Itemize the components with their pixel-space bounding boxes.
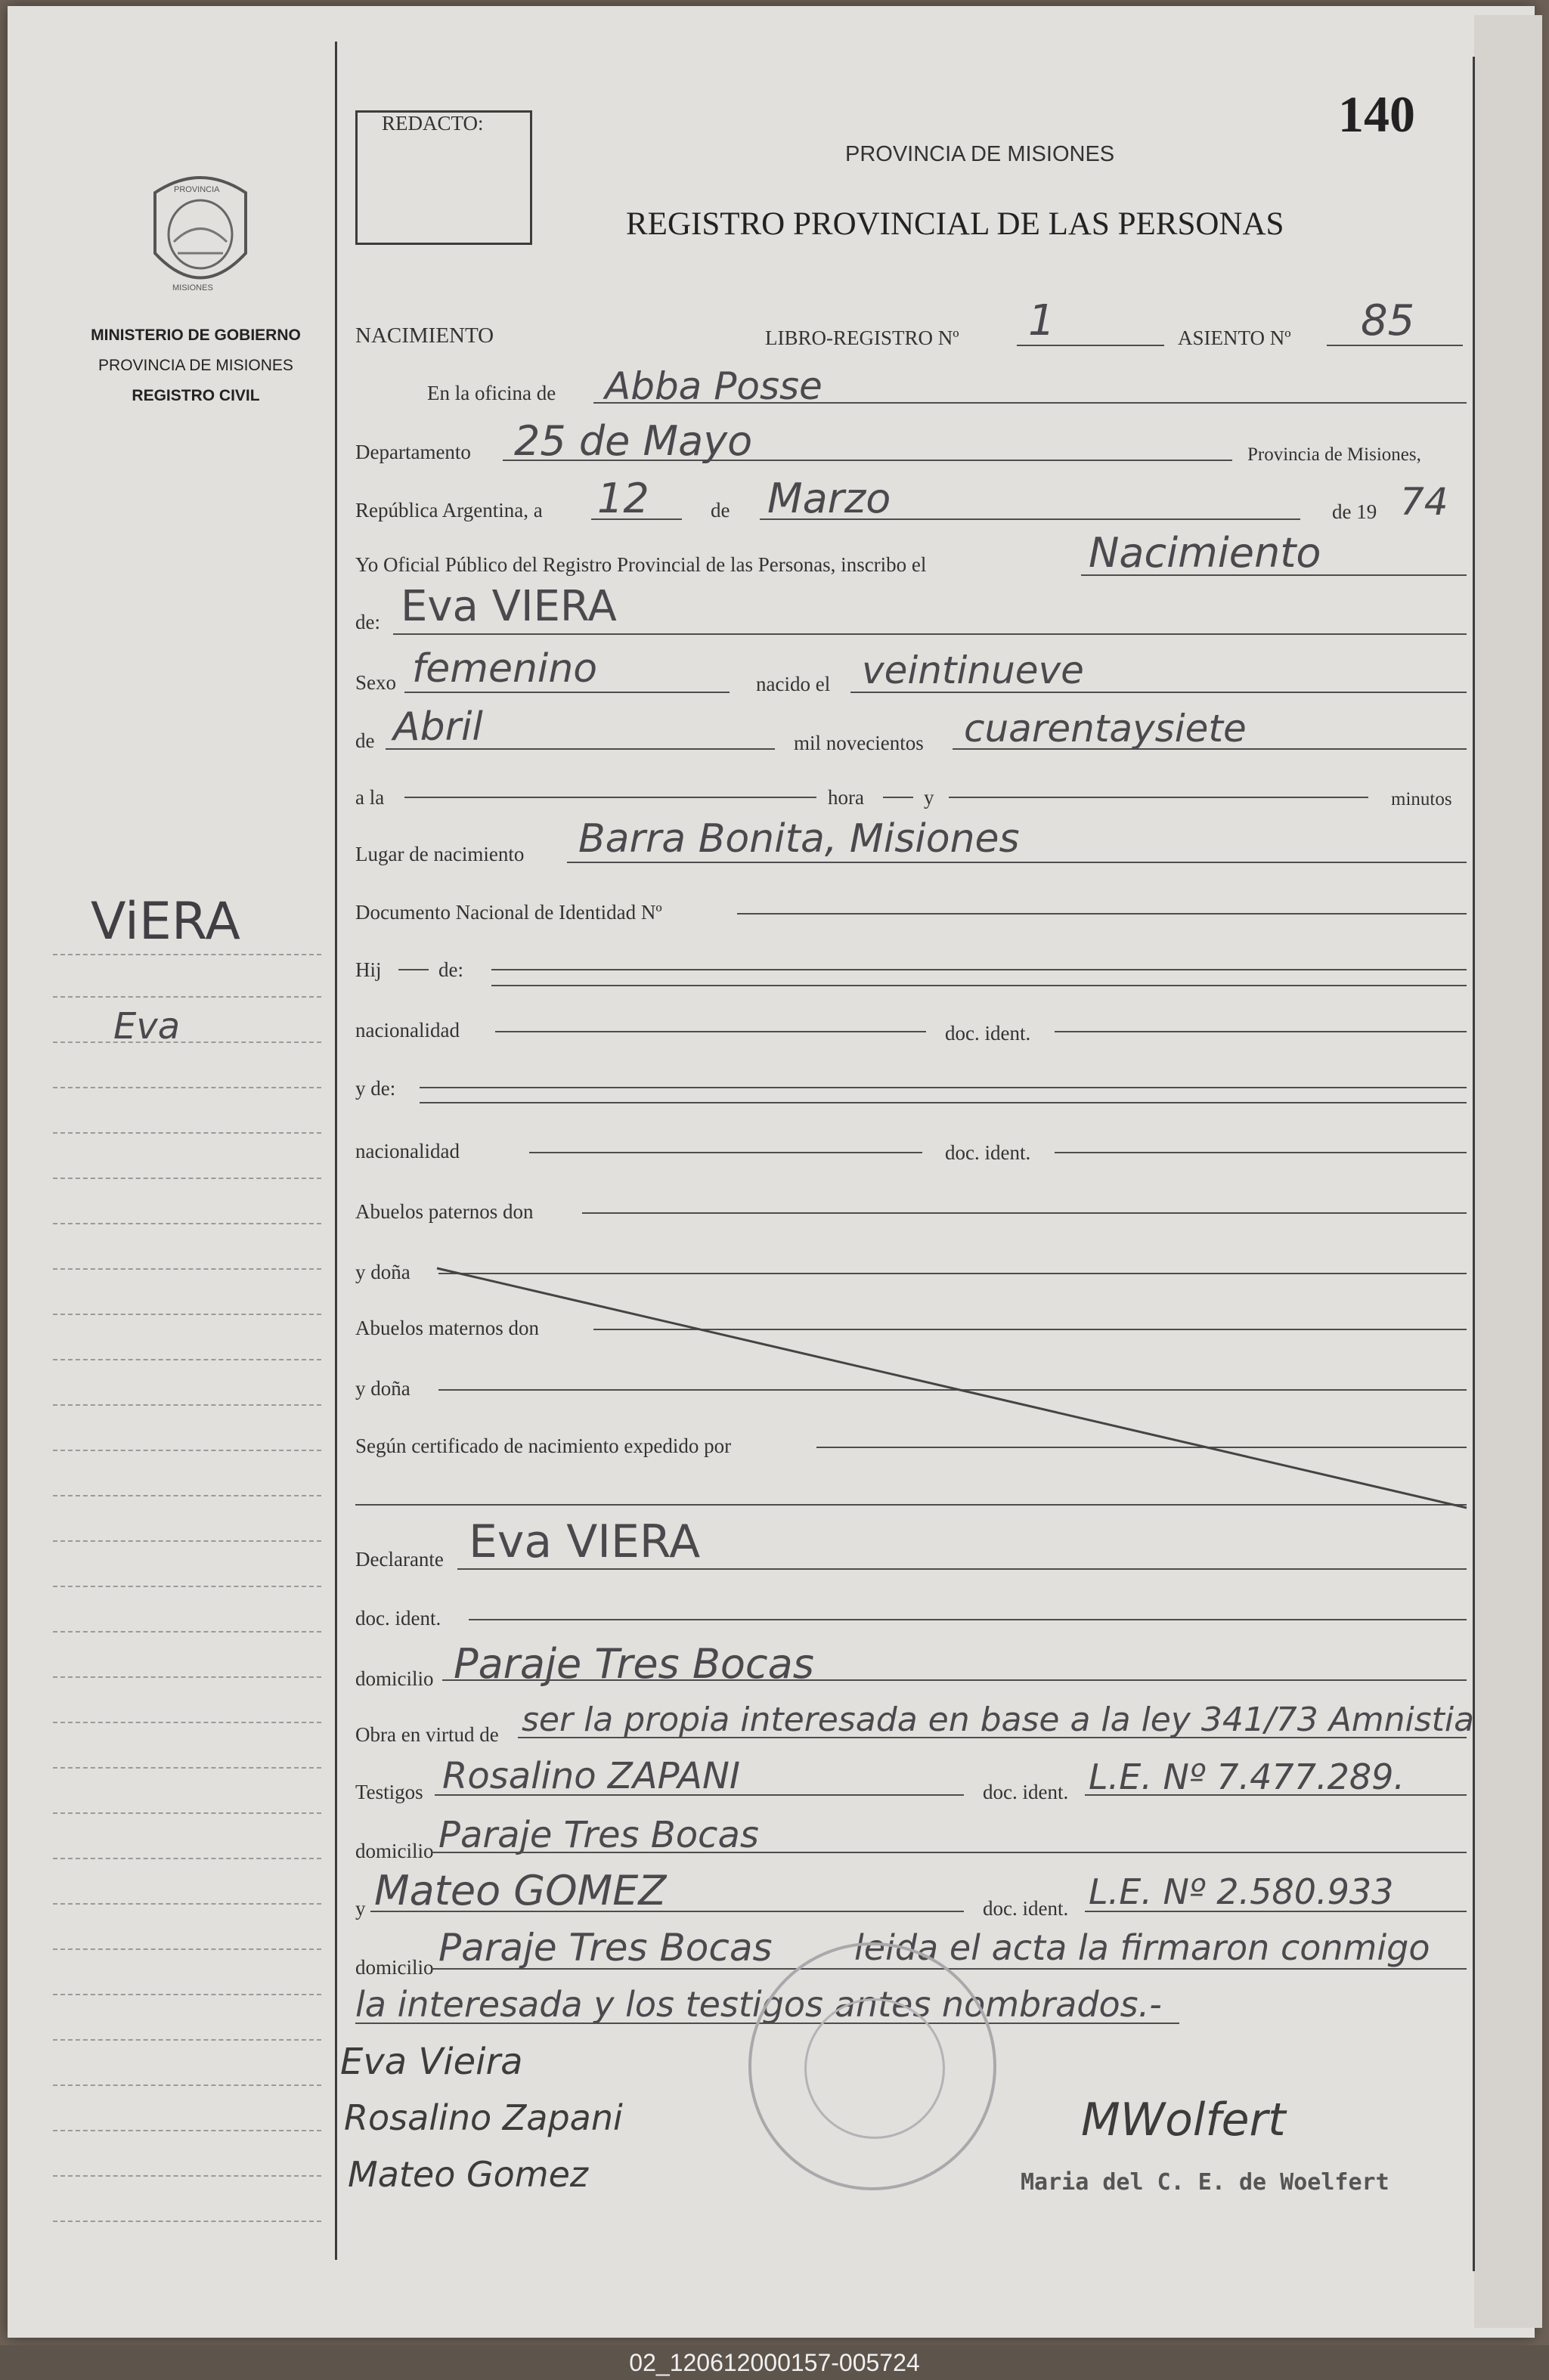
anio-label: de 19 [1332,500,1377,523]
minutos-label: minutos [1391,789,1452,809]
domicilio-testigo1-value: Paraje Tres Bocas [438,1814,759,1856]
obra-value: ser la propia interesada en base a la ley 341/73 Amnistia [522,1701,1475,1739]
nacimiento-label: NACIMIENTO [355,323,494,348]
margin-line [53,1495,321,1496]
page-number: 140 [1338,85,1415,143]
nacionalidad-label: nacionalidad [355,1019,460,1041]
official-signature: MWolfert [1081,2094,1286,2146]
signature-testigo-2: Mateo Gomez [348,2154,589,2195]
field-line [593,402,1467,404]
mes-value: Marzo [767,475,891,522]
testigo2-doc-label: doc. ident. [983,1897,1069,1920]
closing-line-1: leida el acta la firmaron conmigo [854,1927,1430,1968]
declarante-label: Declarante [355,1548,444,1571]
margin-line [53,1268,321,1270]
field-line [1085,1794,1467,1796]
margin-line [53,1450,321,1451]
inscribo-value: Nacimiento [1089,529,1321,577]
signature-interesada: Eva Vieira [340,2041,523,2083]
dni-label: Documento Nacional de Identidad Nº [355,901,662,924]
margin-line [53,1586,321,1587]
field-line [393,633,1467,635]
domicilio-label: domicilio [355,1667,434,1690]
hij-label: Hij [355,958,382,981]
oficina-value: Abba Posse [605,364,823,408]
field-line [953,748,1467,750]
field-line [591,518,682,520]
margin-line [53,1404,321,1406]
field-line [431,1852,1467,1853]
departamento-value: 25 de Mayo [514,417,753,465]
redacto-label: REDACTO: [382,112,484,135]
field-line [567,862,1467,863]
margin-given-name: Eva [113,1005,181,1048]
field-line [398,969,429,970]
margin-line [53,1359,321,1360]
testigos-label: Testigos [355,1781,423,1803]
field-line [491,985,1467,986]
margin-line [53,1540,321,1542]
file-id-footer: 02_120612000157-005724 [0,2345,1549,2380]
margin-line [53,954,321,955]
field-line [404,692,730,693]
departamento-label: Departamento [355,441,471,463]
right-rule [1473,57,1475,2271]
stamp-emblem [804,1998,945,2139]
field-line [1085,1911,1467,1912]
field-line [760,518,1300,520]
de-colon-label: de: [355,611,380,633]
margin-line [53,1132,321,1134]
margin-line [53,2175,321,2177]
field-line [737,913,1467,915]
domicilio-value: Paraje Tres Bocas [454,1640,814,1688]
asiento-value: 85 [1361,296,1415,345]
hij-de-label: de: [438,958,463,981]
testigo1-doc-value: L.E. Nº 7.477.289. [1089,1756,1405,1797]
field-line [1081,574,1467,576]
margin-line [53,1767,321,1769]
nacido-label: nacido el [756,673,831,695]
margin-line [53,996,321,998]
de-mes-label: de [355,729,375,752]
asiento-label: ASIENTO Nº [1178,327,1291,349]
field-line [435,1794,964,1796]
oficina-label: En la oficina de [427,382,556,404]
margin-line [53,2221,321,2222]
seal-top-text: PROVINCIA [174,185,220,194]
field-line [420,1087,1467,1088]
sexo-label: Sexo [355,671,396,694]
field-line [404,797,816,798]
field-line [529,1152,922,1153]
mil-label: mil novecientos [794,732,924,754]
field-line [442,1679,1467,1681]
margin-line [53,1858,321,1859]
margin-line [53,1178,321,1179]
domicilio-testigo2-value: Paraje Tres Bocas [438,1926,773,1970]
libro-value: 1 [1028,296,1055,345]
domicilio-testigo1-label: domicilio [355,1840,434,1862]
hora-label: hora [828,786,864,809]
margin-line [53,1223,321,1224]
lugar-label: Lugar de nacimiento [355,843,525,865]
margin-line [53,1087,321,1088]
libro-label: LIBRO-REGISTRO Nº [765,327,959,349]
field-line [420,1102,1467,1103]
field-line [1017,345,1164,346]
field-line [850,692,1467,693]
field-line [518,1737,1467,1738]
republica-label: República Argentina, a [355,499,543,521]
field-line [1055,1031,1467,1032]
margin-line [53,2084,321,2086]
margin-line [53,1722,321,1723]
abuelos-maternos-label: Abuelos maternos don [355,1317,539,1339]
certificado-label: Según certificado de nacimiento expedido por [355,1434,732,1457]
testigo2-value: Mateo GOMEZ [374,1867,667,1914]
nombre-value: Eva VIERA [401,582,617,631]
dia-value: 12 [597,475,649,522]
void-strike-line [431,1262,1474,1519]
official-name-stamp: Maria del C. E. de Woelfert [1021,2169,1389,2196]
declarante-value: Eva VIERA [469,1515,701,1568]
closing-line-2: la interesada y los testigos antes nombrados.- [355,1984,1162,2025]
margin-line [53,2130,321,2131]
y-de-label: y de: [355,1077,396,1100]
margin-line [53,1041,321,1043]
a-la-label: a la [355,786,385,809]
field-line [1055,1152,1467,1153]
field-line [883,797,913,798]
header-province: PROVINCIA DE MISIONES [845,142,1115,166]
y-label: y [924,786,934,809]
field-line [491,969,1467,970]
abuelos-paternos-label: Abuelos paternos don [355,1200,534,1223]
field-line [949,797,1368,798]
margin-line [53,1903,321,1905]
doc-ident-label: doc. ident. [945,1022,1031,1045]
header-title: REGISTRO PROVINCIAL DE LAS PERSONAS [626,206,1284,242]
field-line [386,748,775,750]
margin-line [53,1314,321,1315]
margin-line [53,1676,321,1678]
domicilio-testigo2-label: domicilio [355,1956,434,1979]
testigo1-value: Rosalino ZAPANI [442,1755,741,1797]
anio-nac-value: cuarentaysiete [964,707,1247,751]
anio-value: 74 [1400,480,1448,524]
margin-line [53,1994,321,1995]
sexo-value: femenino [412,646,598,692]
left-rule [335,42,337,2260]
margin-surname: ViERA [91,892,240,952]
margin-line [53,1948,321,1950]
seal-bottom-text: MISIONES [172,283,213,292]
field-line [370,1911,964,1912]
margin-line [53,2039,321,2041]
field-line [457,1568,1467,1570]
testigo2-doc-value: L.E. Nº 2.580.933 [1089,1871,1394,1912]
oficial-text: Yo Oficial Público del Registro Provincial de las Personas, inscribo el [355,553,927,576]
registry-label: REGISTRO CIVIL [132,387,260,404]
field-line [582,1212,1467,1214]
nacionalidad-label-2: nacionalidad [355,1140,460,1162]
province-label: PROVINCIA DE MISIONES [98,357,293,374]
obra-label: Obra en virtud de [355,1723,499,1746]
lugar-value: Barra Bonita, Misiones [578,816,1020,862]
field-line [1327,345,1463,346]
signature-testigo-1: Rosalino Zapani [344,2097,623,2138]
dia-nac-value: veintinueve [862,648,1084,692]
field-line [503,460,1232,461]
doc-ident-label-2: doc. ident. [945,1141,1031,1164]
y-dona-label: y doña [355,1261,410,1283]
de-label: de [711,499,730,521]
margin-line [53,1812,321,1814]
mes-nac-value: Abril [393,704,483,750]
doc-ident-declarante-label: doc. ident. [355,1607,441,1629]
y-dona-label-2: y doña [355,1377,410,1400]
field-line [469,1619,1467,1620]
margin-line [53,1631,321,1633]
page-edge [1474,15,1542,2328]
y-testigo-label: y [355,1897,366,1920]
ministry-label: MINISTERIO DE GOBIERNO [91,327,301,344]
official-stamp [748,1942,996,2190]
provincia-label: Provincia de Misiones, [1247,444,1421,465]
field-line [495,1031,926,1032]
testigo1-doc-label: doc. ident. [983,1781,1069,1803]
